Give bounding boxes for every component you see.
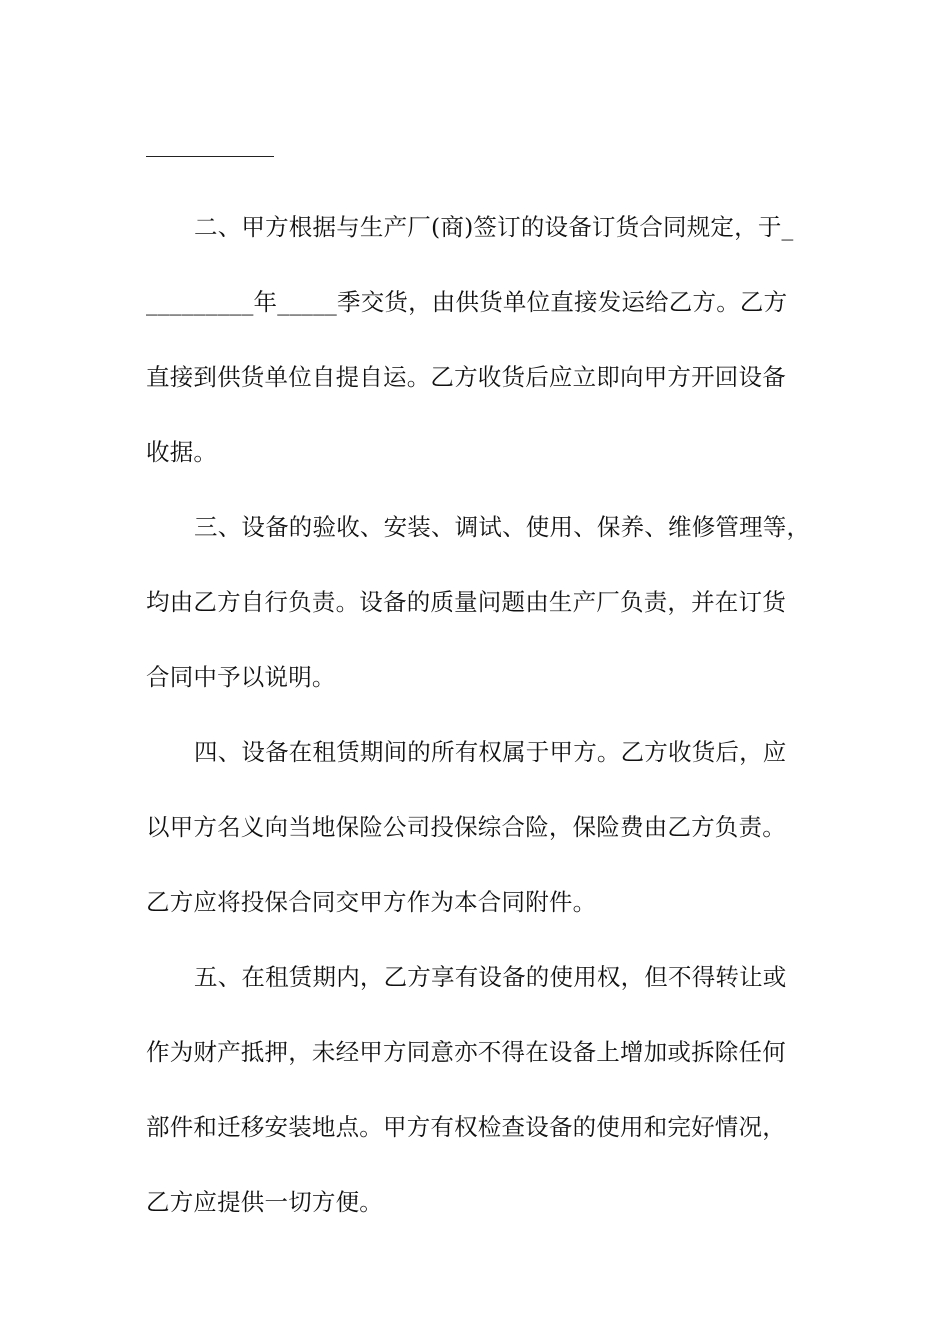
clause-2-line-3: 直接到供货单位自提自运。乙方收货后应立即向甲方开回设备: [146, 363, 786, 391]
clause-2-line-1: 二、甲方根据与生产厂(商)签订的设备订货合同规定，于_: [194, 213, 794, 241]
clause-3-line-3: 合同中予以说明。: [146, 663, 336, 691]
clause-3-line-2: 均由乙方自行负责。设备的质量问题由生产厂负责，并在订货: [146, 588, 786, 616]
clause-5-line-4: 乙方应提供一切方便。: [146, 1188, 383, 1216]
clause-5-line-3: 部件和迁移安装地点。甲方有权检查设备的使用和完好情况，: [146, 1113, 786, 1141]
clause-2-line-2: _________年_____季交货，由供货单位直接发运给乙方。乙方: [146, 288, 788, 316]
clause-4-line-3: 乙方应将投保合同交甲方作为本合同附件。: [146, 888, 597, 916]
clause-4-line-1: 四、设备在租赁期间的所有权属于甲方。乙方收货后，应: [194, 738, 787, 766]
clause-2-line-4: 收据。: [146, 438, 218, 466]
blank-underline: [146, 156, 274, 157]
clause-3-line-1: 三、设备的验收、安装、调试、使用、保养、维修管理等，: [194, 513, 811, 541]
clause-5-line-2: 作为财产抵押，未经甲方同意亦不得在设备上增加或拆除任何: [146, 1038, 786, 1066]
clause-4-line-2: 以甲方名义向当地保险公司投保综合险，保险费由乙方负责。: [146, 813, 786, 841]
clause-5-line-1: 五、在租赁期内，乙方享有设备的使用权，但不得转让或: [194, 963, 787, 991]
